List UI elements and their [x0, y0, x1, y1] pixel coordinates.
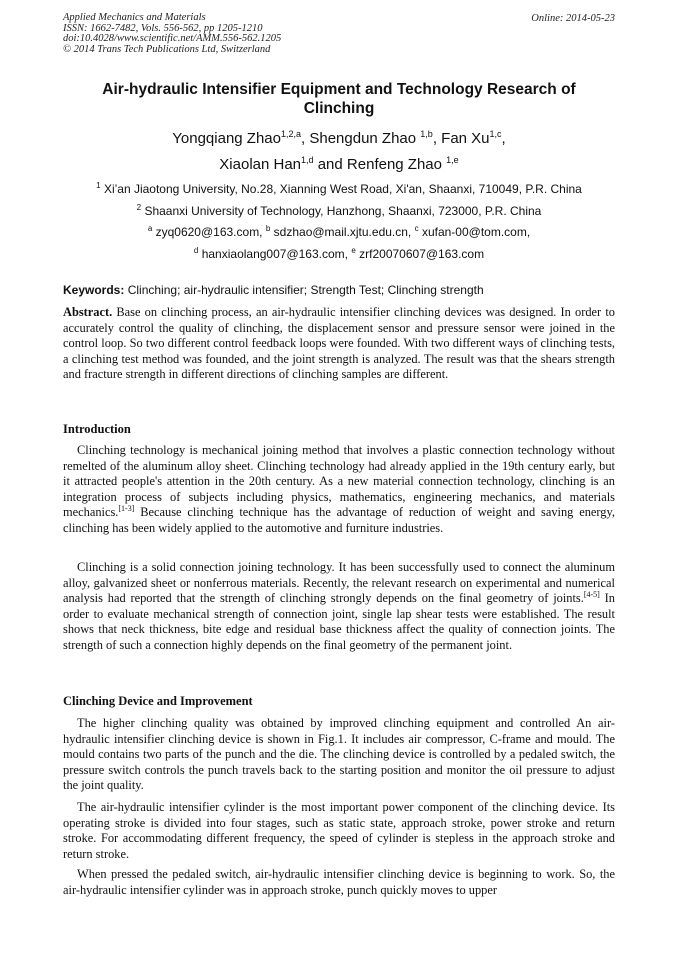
citation-ref[interactable]: [4-5] [583, 590, 600, 600]
email-line-1 [40, 225, 638, 239]
affiliation-2 [40, 204, 638, 218]
intro-paragraph-2 [63, 560, 615, 654]
author-affiliation-mark: 1,2,a [280, 129, 302, 139]
author-name: Fan Xu [441, 130, 490, 147]
author-affiliation-mark: 1,e [446, 155, 459, 165]
journal-name: Applied Mechanics and Materials [63, 12, 206, 23]
paragraph-text: Clinching technology is mechanical joining method that involves a plastic connection technology without remelted of the aluminum alloy sheet. Clinching technology had already applied in the 19th century early, but it attracted people's attention in the 20th century. As a new material connection technology, clinching is an integration process of subjects including physics, mathematics, engineering mechanics, and materials mechanics. [63, 443, 615, 520]
email-mark: e [351, 246, 356, 255]
abstract-label: Abstract. [63, 305, 113, 319]
author-line-2 [60, 156, 618, 173]
author-name: Shengdun Zhao [309, 130, 421, 147]
author-name: Yongqiang Zhao [172, 130, 281, 147]
affiliation-number: 1 [96, 181, 101, 190]
abstract-text: Base on clinching process, an air-hydraulic intensifier clinching devices was designed. In order to accurately control the quality of clinching, the displacement sensor and pressure sensor were joined in the control loop. So two different control feedback loops were founded. With two different ways of clinching tests, a clinching test method was founded, and the joint strength is analyzed. The result was that the shears strength and fracture strength in different directions of clinching samples are different. [63, 305, 615, 382]
author-separator: , [432, 130, 442, 147]
section-heading-introduction: Introduction [63, 422, 131, 436]
citation-ref[interactable]: [1-3] [118, 504, 135, 514]
email-line-2 [40, 247, 638, 261]
author-affiliation-mark: 1,d [301, 155, 314, 165]
author-separator: , [501, 130, 506, 147]
affiliation-text: Xi’an Jiaotong University, No.28, Xianning West Road, Xi'an, Shaanxi, 710049, P.R. China [103, 182, 582, 196]
author-line-1 [60, 130, 618, 147]
email-mark: c [414, 224, 419, 233]
device-paragraph-3: When pressed the pedaled switch, air-hydraulic intensifier clinching device is beginning to work. So, the air-hydraulic intensifier cylinder was in approach stroke, punch quickly moves to upper [63, 867, 615, 897]
email-address: zyq0620@163.com, [155, 225, 263, 239]
affiliation-number: 2 [136, 203, 142, 212]
author-separator: , [301, 130, 310, 147]
paragraph-text: In order to evaluate mechanical strength of connection joint, single lap shear tests were established. The result shows that neck thickness, bite edge and residual base thickness affect the quality of connection joints. The strength of such a connection highly depends on the final geometry of the permanent joint. [63, 591, 615, 652]
online-date: Online: 2014-05-23 [531, 13, 615, 24]
author-name: Renfeng Zhao [346, 156, 447, 173]
email-address: zrf20070607@163.com [359, 247, 485, 261]
email-address: hanxiaolang007@163.com, [201, 247, 348, 261]
intro-paragraph-1 [63, 443, 615, 537]
copyright-line: © 2014 Trans Tech Publications Ltd, Switzerland [63, 43, 271, 55]
email-mark: b [265, 224, 271, 233]
section-heading-device: Clinching Device and Improvement [63, 694, 253, 708]
issn-line: ISSN: 1662-7482, Vols. 556-562, pp 1205-1210 [63, 22, 263, 34]
author-separator: and [313, 156, 347, 173]
keywords [63, 283, 484, 297]
keywords-label: Keywords: [63, 283, 125, 297]
device-paragraph-2: The air-hydraulic intensifier cylinder is the most important power component of the clinching device. Its operating stroke is divided into four stages, such as static state, approach stroke, power stroke and return stroke. For accommodating different frequency, the speed of cylinder is stepless in the approach stroke and return stroke. [63, 800, 615, 861]
author-affiliation-mark: 1,b [420, 129, 433, 139]
device-paragraph-1: The higher clinching quality was obtained by improved clinching equipment and controlled An air-hydraulic intensifier clinching device is shown in Fig.1. It includes air compressor, C-frame and mould. The mould contains two parts of the punch and the die. The clinching device is controlled by a pedaled switch, the pressure switch controls the punch travels back to the starting position and monitor the oil pressure to adjust the joint quality. [63, 716, 615, 793]
affiliation-text: Shaanxi University of Technology, Hanzhong, Shaanxi, 723000, P.R. China [144, 204, 542, 218]
email-mark: a [147, 224, 153, 233]
author-name: Xiaolan Han [219, 156, 302, 173]
keywords-text: Clinching; air-hydraulic intensifier; Strength Test; Clinching strength [127, 283, 484, 297]
email-address: xufan-00@tom.com, [421, 225, 531, 239]
journal-header [63, 13, 281, 55]
email-address: sdzhao@mail.xjtu.edu.cn, [273, 225, 412, 239]
affiliation-1 [40, 182, 638, 196]
paragraph-text: Because clinching technique has the advantage of reduction of weight and saving energy, clinching has been widely applied to the automotive and furniture industries. [63, 505, 615, 535]
paper-title: Air-hydraulic Intensifier Equipment and Technology Research of Clinching [102, 81, 576, 117]
author-affiliation-mark: 1,c [489, 129, 502, 139]
abstract-paragraph [63, 305, 615, 383]
email-mark: d [193, 246, 199, 255]
paragraph-text: Clinching is a solid connection joining technology. It has been successfully used to connect the aluminum alloy, galvanized sheet or nonferrous materials. Recently, the relevant research on experimental and numerical analysis had reported that the strength of clinching strongly depends on the final geometry of joints. [63, 560, 615, 606]
doi-line: doi:10.4028/www.scientific.net/AMM.556-562.1205 [63, 33, 282, 45]
